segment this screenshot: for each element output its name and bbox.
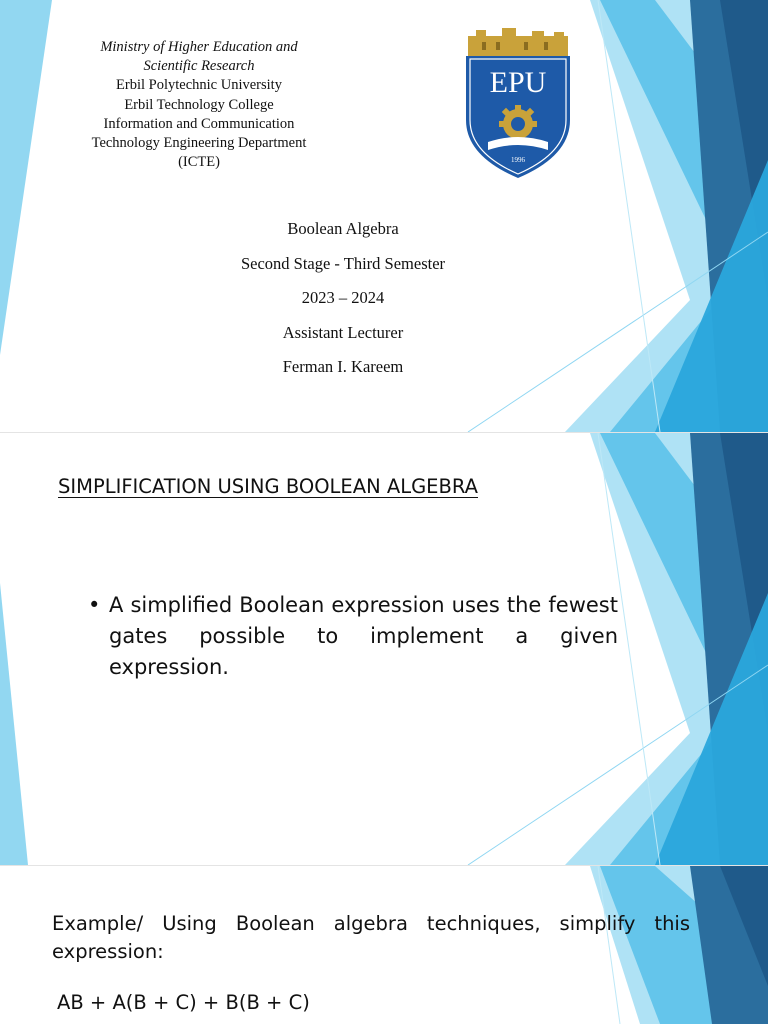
bullet-text: A simplified Boolean expression uses the fewest gates possible to implement a given expression. — [109, 593, 618, 679]
course-info — [180, 218, 506, 391]
bullet-dot: • — [88, 593, 101, 617]
logo-text: EPU — [489, 66, 547, 99]
bullet-item — [88, 590, 618, 683]
university-line: Erbil Polytechnic University — [116, 77, 282, 94]
title-slide — [0, 0, 768, 432]
epu-logo — [462, 28, 574, 180]
simplification-slide — [0, 433, 768, 865]
academic-year: 2023 – 2024 — [301, 288, 385, 307]
example-slide — [0, 866, 768, 1024]
course-stage: Second Stage - Third Semester — [240, 253, 446, 273]
department-line: Information and Communication — [103, 115, 295, 132]
lecturer-title: Assistant Lecturer — [282, 322, 404, 342]
lecturer-name: Ferman I. Kareem — [282, 357, 404, 376]
department-abbr: (ICTE) — [178, 154, 220, 171]
ministry-line: Scientific Research — [143, 58, 255, 75]
department-line: Technology Engineering Department — [91, 135, 307, 152]
example-text: Example/ Using Boolean algebra techniques, simplify this expression: — [52, 912, 690, 963]
institution-block — [70, 38, 328, 172]
college-line: Erbil Technology College — [124, 96, 274, 113]
section-heading: SIMPLIFICATION USING BOOLEAN ALGEBRA — [58, 475, 478, 498]
logo-year: 1996 — [511, 156, 525, 164]
ministry-line: Ministry of Higher Education and — [100, 39, 298, 55]
course-subject: Boolean Algebra — [287, 219, 399, 238]
boolean-expression: AB + A(B + C) + B(B + C) — [57, 991, 310, 1014]
